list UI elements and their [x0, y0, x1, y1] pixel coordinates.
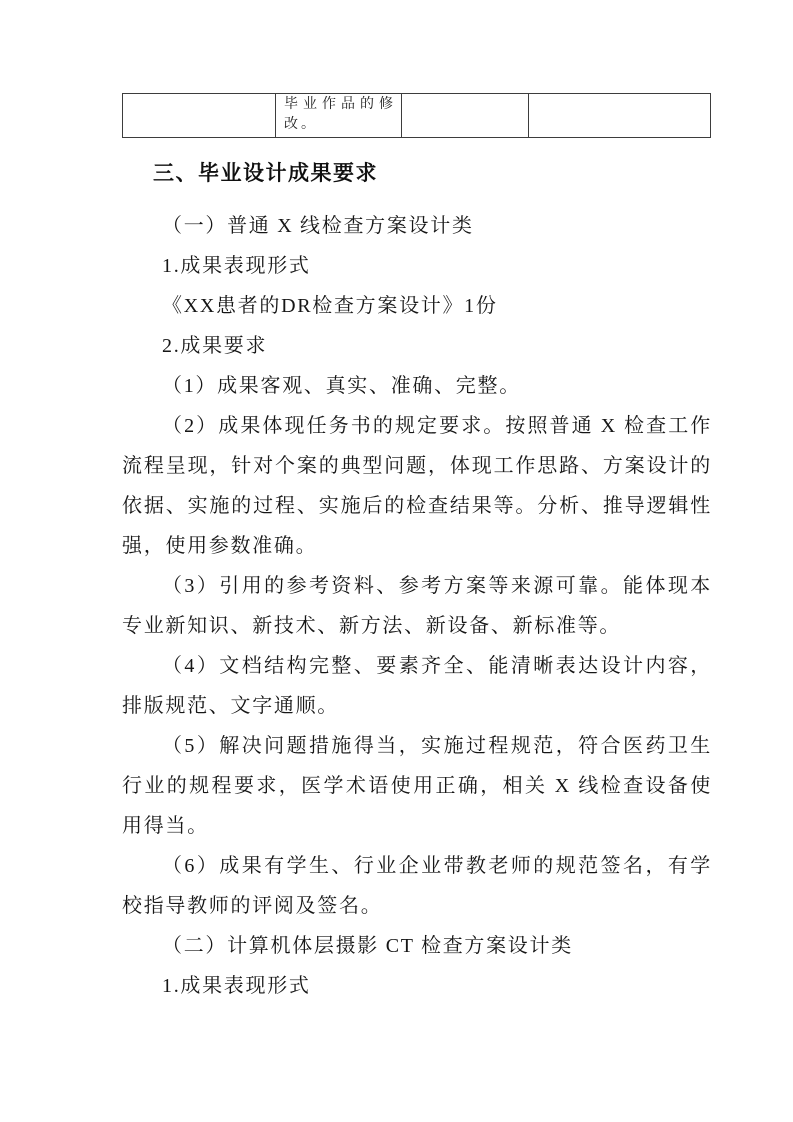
body-text — [122, 206, 712, 1006]
item-requirements-label: 2.成果要求 — [162, 335, 268, 357]
requirement-3: （3）引用的参考资料、参考方案等来源可靠。能体现本专业新知识、新技术、新方法、新设备、新标准等。 — [122, 575, 712, 637]
table-row — [123, 94, 711, 138]
page-content — [122, 93, 712, 1006]
table-cell-2: 毕业作品的修改。 — [276, 94, 402, 138]
item-output-form-value: 《XX患者的DR检查方案设计》1份 — [162, 295, 498, 317]
requirement-4: （4）文档结构完整、要素齐全、能清晰表达设计内容，排版规范、文字通顺。 — [122, 655, 712, 717]
requirement-1: （1）成果客观、真实、准确、完整。 — [162, 375, 521, 397]
table-fragment — [122, 93, 711, 138]
section-heading: 三、毕业设计成果要求 — [153, 162, 378, 185]
table-cell-3 — [402, 94, 529, 138]
requirement-6: （6）成果有学生、行业企业带教老师的规范签名，有学校指导教师的评阅及签名。 — [122, 855, 712, 917]
table-cell-1 — [123, 94, 276, 138]
requirement-5: （5）解决问题措施得当，实施过程规范，符合医药卫生行业的规程要求，医学术语使用正确，相关 X 线检查设备使用得当。 — [122, 735, 712, 837]
requirement-2: （2）成果体现任务书的规定要求。按照普通 X 检查工作流程呈现，针对个案的典型问题，体现工作思路、方案设计的依据、实施的过程、实施后的检查结果等。分析、推导逻辑性强，使用参数准确。 — [122, 415, 712, 557]
item-output-form-label-2: 1.成果表现形式 — [162, 975, 311, 997]
subsection-title-2: （二）计算机体层摄影 CT 检查方案设计类 — [162, 935, 573, 957]
subsection-title-1: （一）普通 X 线检查方案设计类 — [162, 215, 474, 237]
item-output-form-label: 1.成果表现形式 — [162, 255, 311, 277]
table-cell-4 — [529, 94, 711, 138]
